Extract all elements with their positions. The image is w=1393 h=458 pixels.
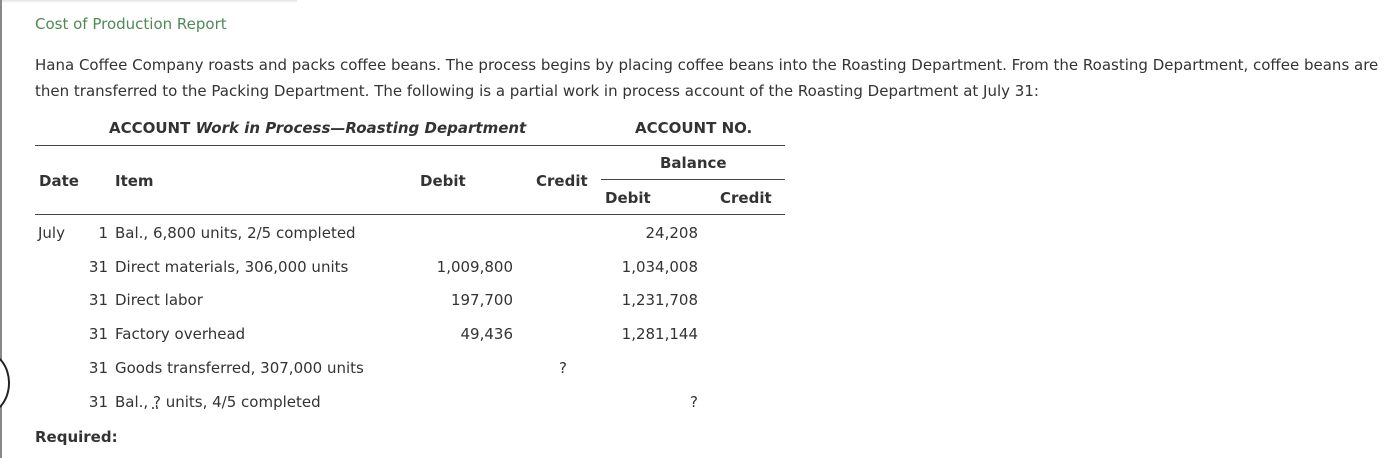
- row-balance-debit: ?: [690, 393, 698, 411]
- balance-header: Balance: [660, 154, 727, 172]
- row-month: July: [38, 224, 65, 242]
- row-debit: 1,009,800: [436, 258, 513, 276]
- unknown-units: ?: [152, 393, 161, 411]
- side-handle[interactable]: [0, 352, 10, 414]
- row-day: 31: [88, 359, 108, 377]
- header-bottom-rule: [35, 214, 785, 215]
- account-number-label: ACCOUNT NO.: [635, 119, 753, 137]
- row-day: 1: [98, 224, 108, 242]
- row-credit: ?: [559, 359, 567, 377]
- item-prefix: Bal.,: [115, 393, 153, 411]
- row-item: Bal., 6,800 units, 2/5 completed: [115, 224, 356, 242]
- item-header: Item: [115, 172, 154, 190]
- account-name-value: Work in Process—Roasting Department: [195, 119, 527, 137]
- account-label: ACCOUNT: [109, 119, 191, 137]
- balance-debit-header: Debit: [605, 189, 651, 207]
- balance-credit-header: Credit: [720, 189, 772, 207]
- row-balance-debit: 24,208: [645, 224, 698, 242]
- row-item: Factory overhead: [115, 325, 246, 343]
- row-item: Direct materials, 306,000 units: [115, 258, 349, 276]
- debit-header: Debit: [420, 172, 466, 190]
- row-day: 31: [88, 258, 108, 276]
- row-item: Goods transferred, 307,000 units: [115, 359, 364, 377]
- row-debit: 49,436: [460, 325, 513, 343]
- row-item: Direct labor: [115, 291, 203, 309]
- row-day: 31: [88, 291, 108, 309]
- problem-intro: Hana Coffee Company roasts and packs coffee beans. The process begins by placing coffee beans into the Roasting Department. From the Roasting Department, coffee beans are then transferred to the Packing Department. The following is a partial work in process account of the Roasting Department at July 31:: [35, 56, 1379, 100]
- top-shadow: [2, 0, 297, 3]
- row-day: 31: [88, 325, 108, 343]
- row-balance-debit: 1,034,008: [621, 258, 698, 276]
- row-balance-debit: 1,281,144: [621, 325, 698, 343]
- row-debit: 197,700: [450, 291, 513, 309]
- header-top-rule: [35, 145, 785, 146]
- row-item: [115, 393, 321, 411]
- date-header: Date: [39, 172, 79, 190]
- credit-header: Credit: [536, 172, 588, 190]
- item-suffix: units, 4/5 completed: [160, 393, 321, 411]
- required-heading: Required:: [35, 428, 118, 446]
- section-title: Cost of Production Report: [35, 15, 227, 33]
- row-day: 31: [88, 393, 108, 411]
- balance-rule: [601, 179, 785, 180]
- account-name: [109, 119, 526, 137]
- row-balance-debit: 1,231,708: [621, 291, 698, 309]
- drag-handle-icon: [0, 373, 2, 393]
